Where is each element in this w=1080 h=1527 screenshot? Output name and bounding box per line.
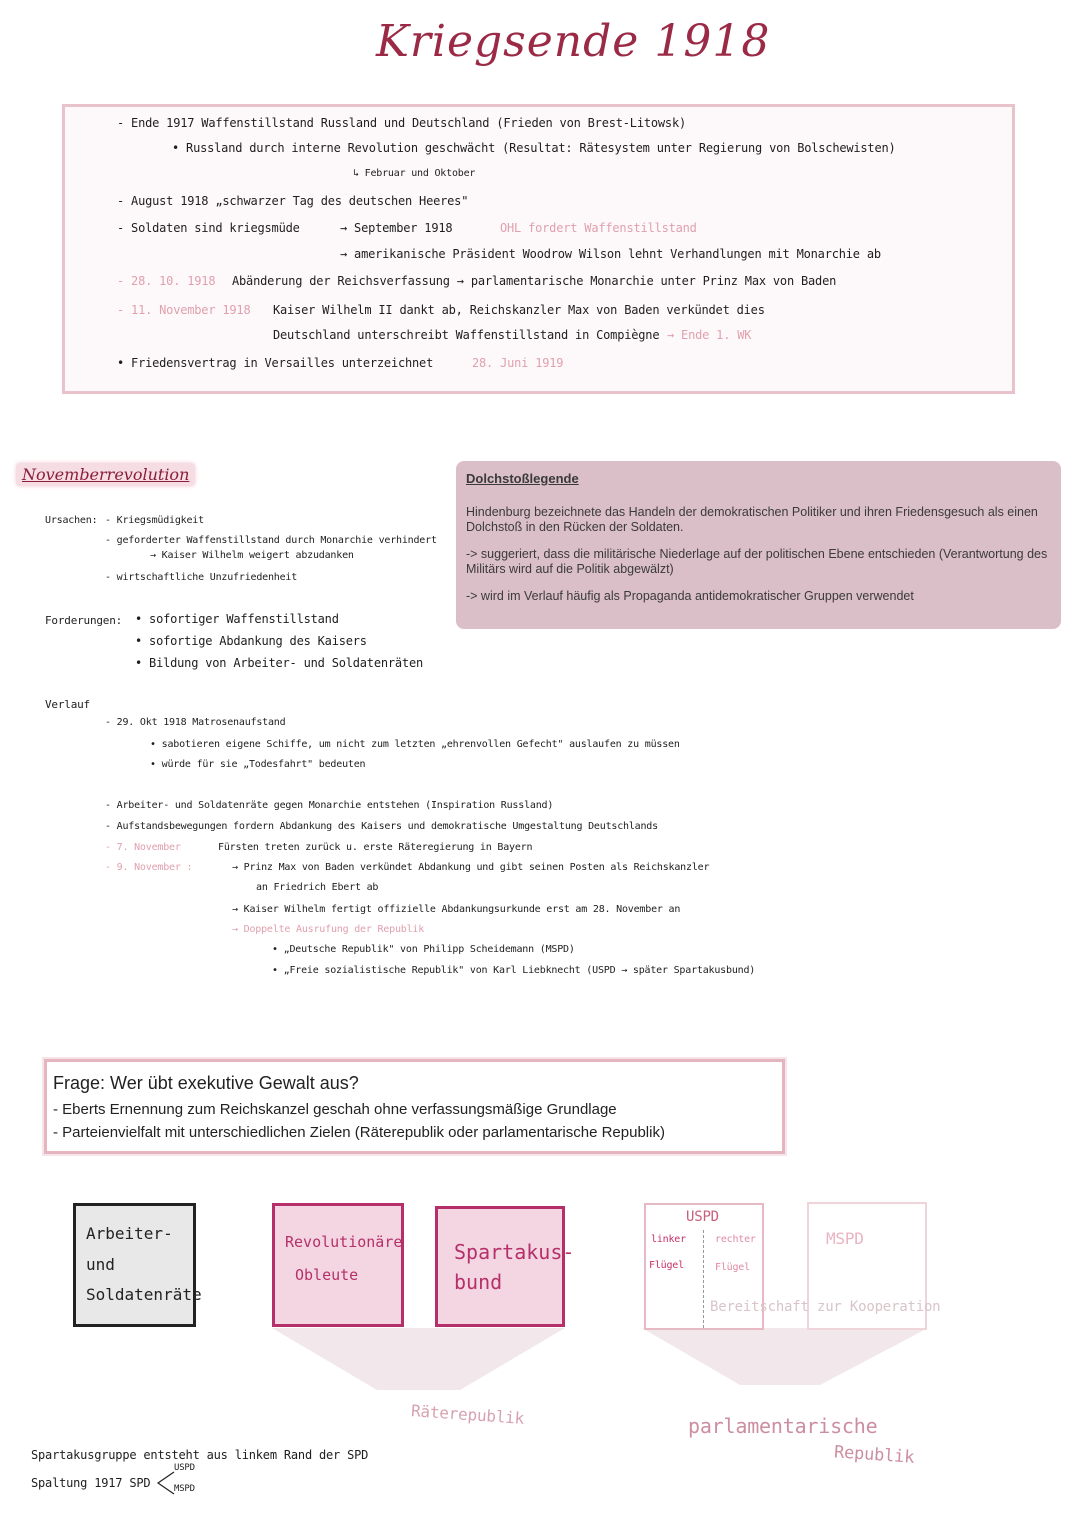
uspd-divider <box>703 1230 704 1328</box>
rechter-fluegel-label: Flügel <box>715 1262 750 1273</box>
intro-line: → September 1918 <box>340 221 453 235</box>
outcome-raeterepublik: Räterepublik <box>410 1401 525 1428</box>
kooperation-label: Bereitschaft zur Kooperation <box>710 1299 941 1315</box>
group-label: Obleute <box>295 1266 359 1284</box>
footnote-mspd: MSPD <box>174 1484 195 1494</box>
intro-line: • Russland durch interne Revolution geschwächt (Resultat: Rätesystem unter Regierung von Bolschewisten) <box>172 141 896 155</box>
parl-funnel <box>642 1328 928 1385</box>
forderung-item: • sofortiger Waffenstillstand <box>135 612 339 626</box>
group-label: Soldatenräte <box>86 1285 202 1305</box>
verlauf-item: - Arbeiter- und Soldatenräte gegen Monarchie entstehen (Inspiration Russland) <box>105 800 554 811</box>
verlauf-item: • würde für sie „Todesfahrt" bedeuten <box>150 759 366 770</box>
footnote-line: Spartakusgruppe entsteht aus linkem Rand der SPD <box>31 1448 369 1462</box>
dolchstoss-box <box>456 461 1061 629</box>
intro-line: - August 1918 „schwarzer Tag des deutschen Heeres" <box>117 194 469 208</box>
dolchstoss-text: Hindenburg bezeichnete das Handeln der demokratischen Politiker und ihren Friedensgesuch als einen Dolchstoß in den Rücken der Soldaten. <box>466 504 1038 534</box>
linker-fluegel-label: linker <box>651 1234 686 1245</box>
verlauf-item: Fürsten treten zurück u. erste Räteregierung in Bayern <box>218 842 533 853</box>
forderung-item: • sofortige Abdankung des Kaisers <box>135 634 367 648</box>
footnote-uspd: USPD <box>174 1463 195 1473</box>
intro-line: OHL fordert Waffenstillstand <box>500 221 697 235</box>
rechter-fluegel-label: rechter <box>715 1234 756 1245</box>
verlauf-item: → Kaiser Wilhelm fertigt offizielle Abdankungsurkunde erst am 28. November an <box>232 904 681 915</box>
intro-line: - Soldaten sind kriegsmüde <box>117 221 300 235</box>
group-revolutionaere-obleute <box>272 1203 404 1327</box>
verlauf-item: - Aufstandsbewegungen fordern Abdankung des Kaisers und demokratische Umgestaltung Deutschlands <box>105 821 658 832</box>
ursache-item: → Kaiser Wilhelm weigert abzudanken <box>150 550 354 561</box>
group-label: Revolutionäre <box>285 1233 403 1251</box>
group-label: Arbeiter- und <box>86 1224 173 1274</box>
verlauf-item: - 29. Okt 1918 Matrosenaufstand <box>105 717 286 728</box>
outcome-republik: Republik <box>833 1442 915 1468</box>
raete-funnel <box>272 1328 565 1390</box>
dolchstoss-heading: Dolchstoßlegende <box>466 471 579 486</box>
ursache-item: - geforderter Waffenstillstand durch Monarchie verhindert <box>105 535 437 546</box>
verlauf-item: • sabotieren eigene Schiffe, um nicht zum letzten „ehrenvollen Gefecht" auslaufen zu müssen <box>150 739 680 750</box>
intro-date: 28. Juni 1919 <box>472 356 564 370</box>
mspd-label: MSPD <box>826 1229 864 1248</box>
outcome-parlamentarische: parlamentarische <box>688 1414 878 1438</box>
verlauf-item: → Prinz Max von Baden verkündet Abdankung und gibt seinen Posten als Reichskanzler <box>232 862 710 873</box>
ursache-item: - Kriegsmüdigkeit <box>105 515 204 526</box>
intro-date: - 11. November 1918 <box>117 303 251 317</box>
ursachen-label: Ursachen: <box>45 515 98 526</box>
dolchstoss-text: -> wird im Verlauf häufig als Propaganda antidemokratischer Gruppen verwendet <box>466 588 914 603</box>
frage-box <box>44 1059 785 1154</box>
section-title: Novemberrevolution <box>16 463 195 486</box>
intro-line: Kaiser Wilhelm II dankt ab, Reichskanzler Max von Baden verkündet dies <box>273 303 765 317</box>
ursache-item: - wirtschaftliche Unzufriedenheit <box>105 572 298 583</box>
intro-date: - 28. 10. 1918 <box>117 274 216 288</box>
page-title: Kriegsende 1918 <box>376 16 771 67</box>
frage-question: Frage: Wer übt exekutive Gewalt aus? <box>53 1073 359 1093</box>
group-label: Spartakus- <box>454 1239 575 1264</box>
verlauf-item: → Doppelte Ausrufung der Republik <box>232 924 425 935</box>
split-bracket-icon <box>156 1470 176 1496</box>
verlauf-label: Verlauf <box>45 698 90 711</box>
forderung-item: • Bildung von Arbeiter- und Soldatenräten <box>135 656 424 670</box>
group-arbeiterraete <box>73 1203 202 1327</box>
footnote-line: Spaltung 1917 SPD <box>31 1476 151 1490</box>
frage-point: - Eberts Ernennung zum Reichskanzel geschah ohne verfassungsmäßige Grundlage <box>53 1100 617 1118</box>
intro-line: → Ende 1. WK <box>667 328 752 342</box>
verlauf-item: an Friedrich Ebert ab <box>256 882 379 893</box>
intro-line: - Ende 1917 Waffenstillstand Russland und Deutschland (Frieden von Brest-Litowsk) <box>117 116 686 130</box>
frage-point: - Parteienvielfalt mit unterschiedlichen Zielen (Räterepublik oder parlamentarische Republik) <box>53 1124 665 1142</box>
group-label: bund <box>454 1269 503 1294</box>
uspd-label: USPD <box>686 1209 719 1225</box>
intro-line: ↳ Februar und Oktober <box>353 168 476 179</box>
dolchstoss-text: -> suggeriert, dass die militärische Niederlage auf der politischen Ebene entschieden (Verantwortung des Militärs wird auf die Politik abgewälzt) <box>466 546 1048 576</box>
linker-fluegel-label: Flügel <box>649 1260 684 1271</box>
verlauf-item: • „Deutsche Republik" von Philipp Scheidemann (MSPD) <box>272 944 575 955</box>
intro-line: • Friedensvertrag in Versailles unterzeichnet <box>117 356 434 370</box>
verlauf-item: • „Freie sozialistische Republik" von Karl Liebknecht (USPD → später Spartakusbund) <box>272 965 756 976</box>
verlauf-date: - 9. November : <box>105 862 193 873</box>
intro-line: Deutschland unterschreibt Waffenstillstand in Compiègne <box>273 328 660 342</box>
intro-line: → amerikanische Präsident Woodrow Wilson lehnt Verhandlungen mit Monarchie ab <box>340 247 881 261</box>
group-spartakusbund <box>435 1206 575 1327</box>
intro-line: Abänderung der Reichsverfassung → parlamentarische Monarchie unter Prinz Max von Baden <box>232 274 837 288</box>
verlauf-date: - 7. November <box>105 842 181 853</box>
forderungen-label: Forderungen: <box>45 614 123 627</box>
